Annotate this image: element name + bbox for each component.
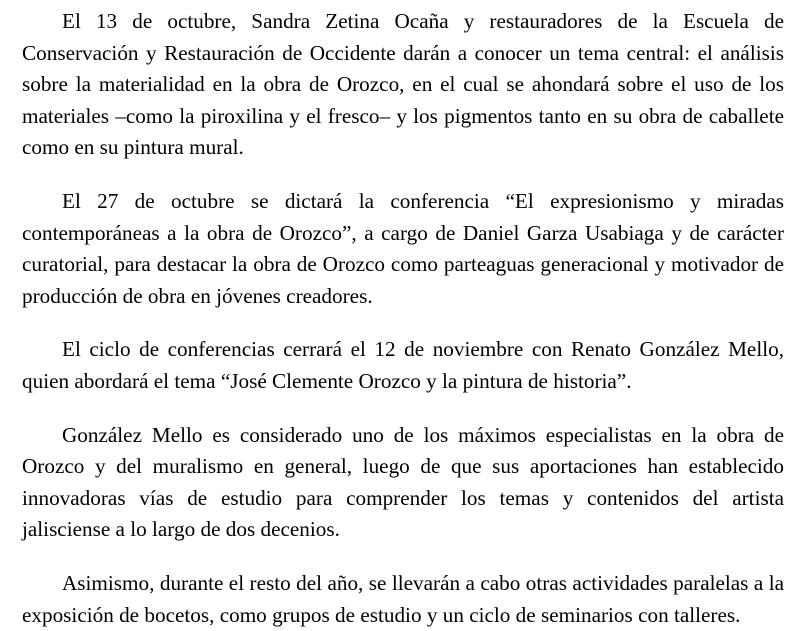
document-body: [22, 6, 784, 631]
paragraph-gonzalez-mello: González Mello es considerado uno de los máximos especialistas en la obra de Orozco y del muralismo en general, luego de que sus aportaciones han establecido innovadoras vías de estudio para comprender los temas y contenidos del artista jalisciense a lo largo de dos decenios.: [22, 422, 784, 542]
paragraph-other-activities: Asimismo, durante el resto del año, se llevarán a cabo otras actividades paralelas a la exposición de bocetos, como grupos de estudio y un ciclo de seminarios con talleres.: [22, 570, 784, 627]
paragraph-expresionismo-conference: El 27 de octubre se dictará la conferencia “El expresionismo y miradas contemporáneas a la obra de Orozco”, a cargo de Daniel Garza Usabiaga y de carácter curatorial, para destacar la obra de Orozco como parteaguas generacional y motivador de producción de obra en jóvenes creadores.: [22, 188, 784, 308]
paragraph-closing-conference: El ciclo de conferencias cerrará el 12 de noviembre con Renato González Mello, quien abordará el tema “José Clemente Orozco y la pintura de historia”.: [22, 337, 784, 393]
paragraph-orozco-materials: El 13 de octubre, Sandra Zetina Ocaña y restauradores de la Escuela de Conservación y Restauración de Occidente darán a conocer un tema central: el análisis sobre la materialidad en la obra de Orozco, en el cual se ahondará sobre el uso de los materiales –como la piroxilina y el fresco– y los pigmentos tanto en su obra de caballete como en su pintura mural.: [22, 9, 784, 160]
